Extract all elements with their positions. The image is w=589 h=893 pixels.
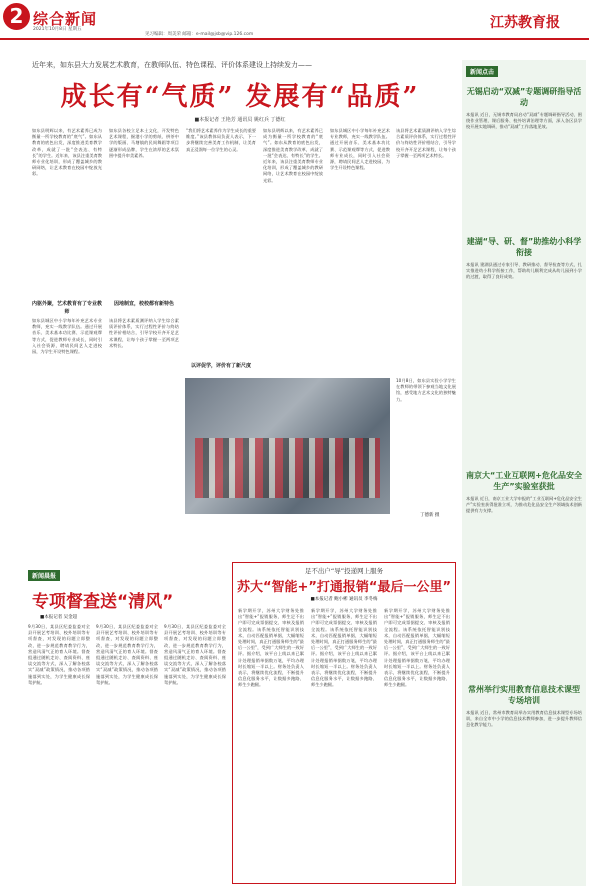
- lead-body-2: 如东县城区中小学每年补充艺术专业教师，充实一线教学队伍。通过开展音乐、美术基本功比赛、示范课观摩等方式，促进教师专业成长，同时引入社会资源，聘请民间艺人走进校园，为学生开设特色课程。: [32, 318, 102, 355]
- special-body-1: 9月30日，某县区纪委监委对全县开展艺考培训、校外培训等专项督查，对发现的问题立即整改，进一步规范教育教学行为，营造风清气正的育人环境。督查组通过随机走访、查阅资料、座谈交流等方式，深入了解各校落实“双减”政策情况，推动各项措施落到实处，为学生健康成长保驾护航。: [28, 624, 90, 685]
- contact-line: 见习编辑：周美荣 邮箱：e-mail@jsb@vip.126.com: [145, 32, 254, 37]
- sidebar-item-body: 本报讯 建湖县通过专家引导、教研推动、督导检查等方式，扎实推进幼小科学衔接工作，帮助幼儿顺利完成从幼儿园到小学的过渡，取得了良好成效。: [466, 262, 582, 280]
- lead-byline: ■本报记者 王艳芳 通讯员 姚红兵 丁德红: [194, 117, 286, 123]
- special-body-2: 9月30日，某县区纪委监委对全县开展艺考培训、校外培训等专项督查，对发现的问题立即整改，进一步规范教育教学行为，营造风清气正的育人环境。督查组通过随机走访、查阅资料、座谈交流等方式，深入了解各校落实“双减”政策情况，推动各项措施落到实处，为学生健康成长保驾护航。: [96, 624, 158, 685]
- lead-photo-caption: 10月8日，如东县实验小学学生在教师的带领下参观当地文化展馆，感受地方艺术文化的独特魅力。: [396, 378, 456, 402]
- lead-headline: 成长有“气质” 发展有“品质”: [60, 82, 420, 112]
- sidebar-item-title: 南京大“工业互联网+危化品安全生产”实验室获批: [466, 471, 582, 491]
- sidebar-item-title: 常州举行实用教育信息技术课型专场培训: [468, 685, 580, 705]
- featured-body-3: 新学期开学，苏州大学财务处推出“智能+”报销服务，师生足不出户即可完成票据提交、审核及报销全流程。该系统依托智能识别技术，自动匹配报销单据，大幅缩短处理时间，真正打通服务师生的“最后一公里”，受到广大师生的一致好评。据介绍，该平台上线以来已累计处理报销单据数万笔，平均办理时长缩短一半以上。财务处负责人表示，将继续优化流程，不断提升信息化服务水平，让数据多跑路、师生少跑腿。: [384, 608, 450, 688]
- lead-subhead-2: 因地制宜，校校都有新特色: [113, 301, 174, 307]
- page-number-badge: 2: [3, 3, 30, 30]
- special-byline: ■本报记者 吴金超: [40, 615, 78, 620]
- sidebar-column-tag: 新闻点击: [466, 66, 498, 77]
- newspaper-logo: 江苏教育报: [490, 15, 560, 31]
- lead-body-1: 如东县明辉以来，有艺术素养已成为衡量一所学校教育的“底气”。如东从教育的底色出发，深度推进美育教学改革，成就了一批“会表达、有特长”的学生。近年来，该县注重美育教师专业化培训，形成了覆盖城乡的教研网络，让艺术教育在校园中绽放光彩。: [32, 128, 102, 177]
- header-rule: [0, 38, 589, 40]
- lead-body-7: 如东县城区中小学每年补充艺术专业教师，充实一线教学队伍。通过开展音乐、美术基本功比赛、示范课观摩等方式，促进教师专业成长，同时引入社会资源，聘请民间艺人走进校园，为学生开设特色课程。: [330, 128, 390, 171]
- featured-headline: 苏大“智能+”打通报销“最后一公里”: [236, 580, 452, 595]
- lead-kicker: 近年来，如东县大力发展艺术教育，在教师队伍、特色课程、评价体系建设上持续发力——: [32, 61, 312, 69]
- lead-body-4: 该县将艺术素质测评纳入学生综合素质评价体系，实行过程性评价与终结性评价相结合，引导学校开齐开足艺术课程，让每个孩子掌握一至两项艺术特长。: [109, 318, 179, 348]
- lead-subhead-1: 内驱外聚，艺术教育有了专业教师: [32, 301, 103, 315]
- lead-body-8: 该县将艺术素质测评纳入学生综合素质评价体系，实行过程性评价与终结性评价相结合，引导学校开齐开足艺术课程，让每个孩子掌握一至两项艺术特长。: [396, 128, 456, 158]
- date-line: 2021年10月8日 星期五: [33, 27, 82, 32]
- special-body-3: 9月30日，某县区纪委监委对全县开展艺考培训、校外培训等专项督查，对发现的问题立即整改，进一步规范教育教学行为，营造风清气正的育人环境。督查组通过随机走访、查阅资料、座谈交流等方式，深入了解各校落实“双减”政策情况，推动各项措施落到实处，为学生健康成长保驾护航。: [164, 624, 226, 685]
- sidebar-item-body: 本报讯 近日，南京工业大学申报的“工业互联网+危化品安全生产”实验室获得批准立项，为推动危化品安全生产领域技术创新提供有力支撑。: [466, 496, 582, 514]
- featured-body-1: 新学期开学，苏州大学财务处推出“智能+”报销服务，师生足不出户即可完成票据提交、审核及报销全流程。该系统依托智能识别技术，自动匹配报销单据，大幅缩短处理时间，真正打通服务师生的“最后一公里”，受到广大师生的一致好评。据介绍，该平台上线以来已累计处理报销单据数万笔，平均办理时长缩短一半以上。财务处负责人表示，将继续优化流程，不断提升信息化服务水平，让数据多跑路、师生少跑腿。: [238, 608, 304, 688]
- sidebar-item-body: 本报讯 近日，常州市教育局举办实用教育信息技术课型专场培训，来自全市中小学的信息技术教师参加，进一步提升教师信息化教学能力。: [466, 710, 582, 728]
- lead-body-5: “我们将艺术素养作为学生成长的重要维度。”该县教体局负责人表示，下一步将继续完善美育工作机制，让美育真正浸润每一位学生的心灵。: [186, 128, 256, 152]
- lead-body-6: 如东县明辉以来，有艺术素养已成为衡量一所学校教育的“底气”。如东从教育的底色出发，深度推进美育教学改革，成就了一批“会表达、有特长”的学生。近年来，该县注重美育教师专业化培训，形成了覆盖城乡的教研网络，让艺术教育在校园中绽放光彩。: [263, 128, 323, 183]
- sidebar-item-title: 建湖“导、研、督”助推幼小科学衔接: [466, 237, 582, 257]
- lead-subhead-3: 以评促学，评价有了新尺度: [190, 363, 251, 369]
- lead-photo-credit: 丁德新 摄: [420, 513, 440, 518]
- featured-kicker: 足不出户“导”投递网上服务: [304, 567, 384, 575]
- sidebar-item-body: 本报讯 近日，无锡市教育局启动“双减”专题调研指导活动，围绕作业管理、课后服务、校外培训治理等方面，深入各区县学校开展实地调研，推动“双减”工作落地见效。: [466, 112, 582, 130]
- photo-students: [195, 438, 380, 498]
- featured-body-2: 新学期开学，苏州大学财务处推出“智能+”报销服务，师生足不出户即可完成票据提交、审核及报销全流程。该系统依托智能识别技术，自动匹配报销单据，大幅缩短处理时间，真正打通服务师生的“最后一公里”，受到广大师生的一致好评。据介绍，该平台上线以来已累计处理报销单据数万笔，平均办理时长缩短一半以上。财务处负责人表示，将继续优化流程，不断提升信息化服务水平，让数据多跑路、师生少跑腿。: [311, 608, 377, 688]
- sidebar-item-title: 无锡启动“双减”专题调研指导活动: [466, 87, 582, 107]
- section-title: 综合新闻: [33, 10, 98, 28]
- lead-photo: [185, 378, 390, 514]
- special-tag: 新闻晨报: [28, 570, 60, 581]
- featured-byline: ■本报记者 鲍小彬 通讯员 李冬梅: [310, 597, 378, 602]
- lead-body-3: 如东县各校立足本土文化，开发特色艺术课程，掘港小学的剪纸、栟茶中学的版画、马塘镇的民间舞蹈等项目逐渐形成品牌，学生在浓厚的艺术氛围中提升审美素养。: [109, 128, 179, 158]
- special-headline: 专项督查送“清风”: [32, 592, 174, 612]
